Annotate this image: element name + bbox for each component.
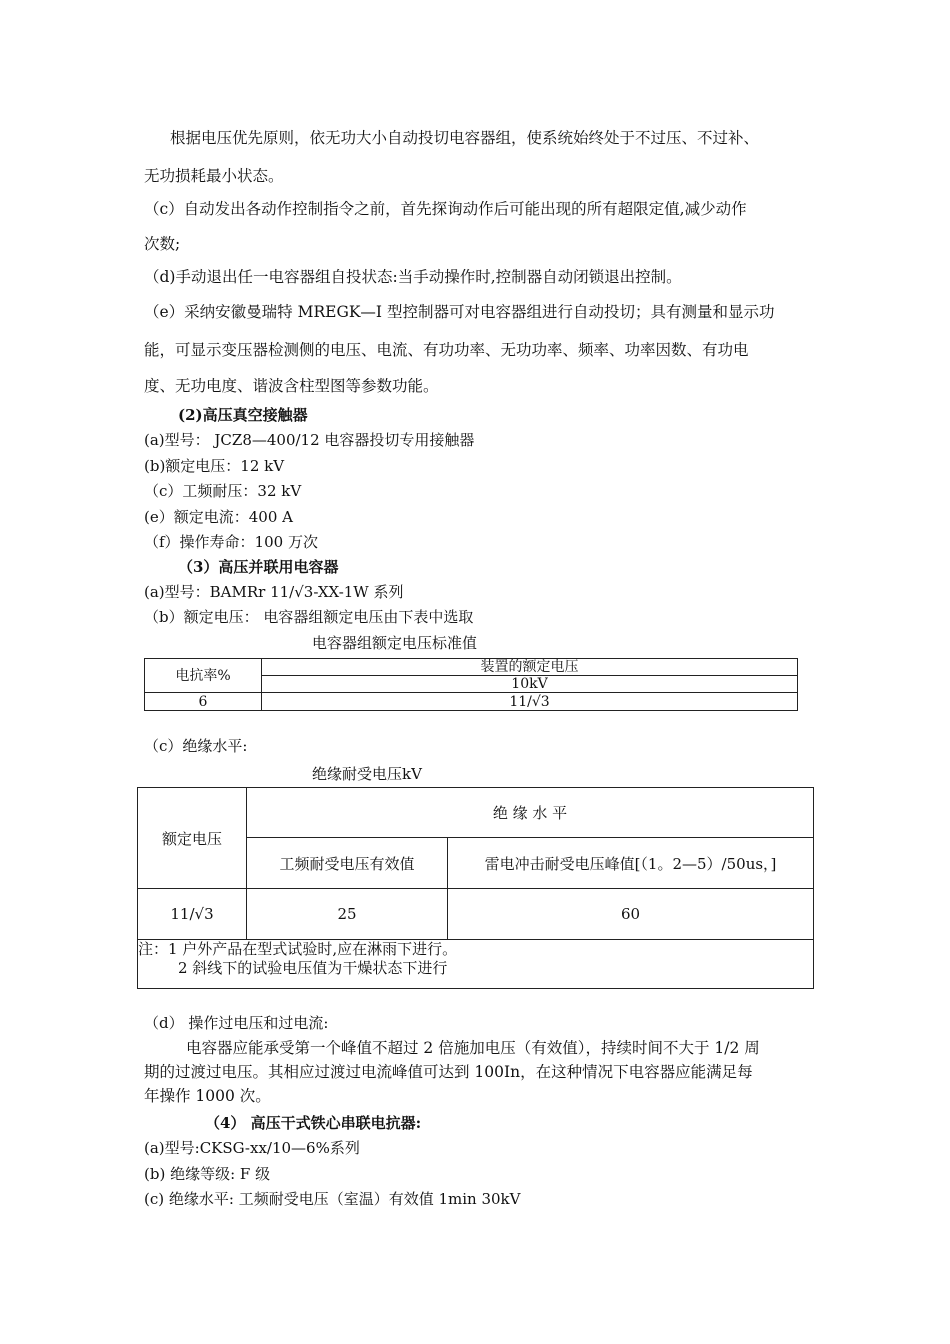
section2-item-f: （f）操作寿命：100 万次 [144,533,318,551]
table2-subheader-lightning-impulse: 雷电冲击耐受电压峰值[（1。2—5）/50us，] [448,838,814,889]
table1-header-rated-voltage: 装置的额定电压 [262,659,798,676]
table2-caption: 绝缘耐受电压kV [312,765,422,783]
table1-subheader-10kv: 10kV [262,676,798,693]
item-e-line3: 度、无功电度、谐波含柱型图等参数功能。 [144,377,439,395]
table1-caption: 电容器组额定电压标准值 [312,634,478,652]
table1-cell-voltage: 11/√3 [262,693,798,711]
table2-note-1: 注：1 户外产品在型式试验时,应在淋雨下进行。 [138,940,458,958]
paragraph-voltage-priority-line1: 根据电压优先原则，依无功大小自动投切电容器组，使系统始终处于不过压、不过补、 [170,129,760,147]
section3-item-a: (a)型号：BAMRr 11/√3-XX-1W 系列 [144,583,404,601]
section4-item-b: (b) 绝缘等级: F 级 [144,1165,271,1183]
table2-cell-power-frequency: 25 [247,889,448,940]
table2-header-rated-voltage: 额定电压 [138,788,247,889]
table2-header-insulation-level: 绝 缘 水 平 [247,788,814,838]
section3-item-d: （d） 操作过电压和过电流: [144,1014,329,1032]
section4-heading: （4） 高压干式铁心串联电抗器: [205,1114,422,1132]
section2-item-e: (e）额定电流：400 A [144,508,293,526]
paragraph-voltage-priority-line2: 无功损耗最小状态。 [144,167,284,185]
item-c-line2: 次数; [144,235,181,253]
table2-cell-impulse: 60 [448,889,814,940]
section3-item-c: （c）绝缘水平: [144,737,248,755]
section2-item-a: (a)型号： JCZ8—400/12 电容器投切专用接触器 [144,431,475,449]
table2-notes [138,940,814,989]
table1-cell-rate: 6 [145,693,262,711]
section3-heading: （3）高压并联用电容器 [178,558,339,576]
section3-d-body-line1: 电容器应能承受第一个峰值不超过 2 倍施加电压（有效值），持续时间不大于 1/2 周 [186,1039,760,1057]
section2-item-c: （c）工频耐压：32 kV [144,482,302,500]
section2-heading: (2)高压真空接触器 [178,406,308,424]
item-c-line1: （c）自动发出各动作控制指令之前，首先探询动作后可能出现的所有超限定值,减少动作 [144,200,747,218]
insulation-level-table [137,787,814,989]
section3-d-body-line2: 期的过渡过电压。其相应过渡过电流峰值可达到 100In，在这种情况下电容器应能满足每 [144,1063,753,1081]
section2-item-b: (b)额定电压：12 kV [144,457,285,475]
table2-cell-voltage: 11/√3 [138,889,247,940]
item-e-line1: （e）采纳安徽曼瑞特 MREGK—I 型控制器可对电容器组进行自动投切；具有测量和显示功 [144,303,775,321]
table2-note-2: 2 斜线下的试验电压值为干燥状态下进行 [178,959,448,977]
section4-item-c: (c) 绝缘水平: 工频耐受电压（室温）有效值 1min 30kV [144,1190,521,1208]
table2-subheader-power-frequency: 工频耐受电压有效值 [247,838,448,889]
rated-voltage-table [144,658,798,711]
item-d-line: （d)手动退出任一电容器组自投状态:当手动操作时,控制器自动闭锁退出控制。 [144,268,682,286]
item-e-line2: 能，可显示变压器检测侧的电压、电流、有功功率、无功功率、频率、功率因数、有功电 [144,341,749,359]
section4-item-a: (a)型号:CKSG-xx/10—6%系列 [144,1139,360,1157]
table1-header-reactance-rate: 电抗率% [145,659,262,693]
section3-item-b: （b）额定电压： 电容器组额定电压由下表中选取 [144,608,474,626]
section3-d-body-line3: 年操作 1000 次。 [144,1087,271,1105]
